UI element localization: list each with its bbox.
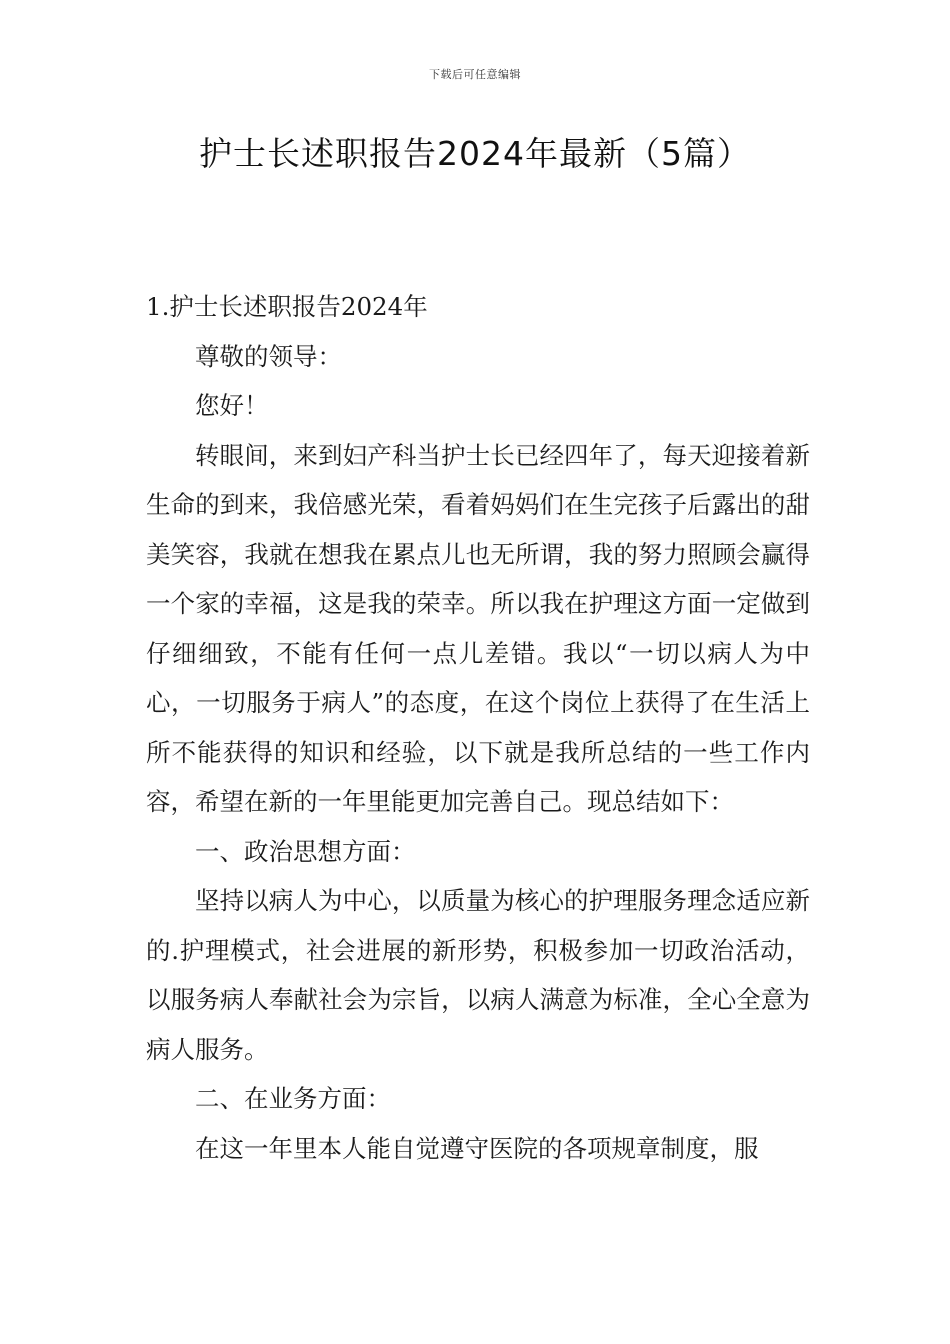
subheading-business: 二、在业务方面： [195,1084,391,1113]
section-heading: 1.护士长述职报告2024年 [146,292,428,321]
subheading-political: 一、政治思想方面： [195,836,416,866]
political-paragraph: 坚持以病人为中心，以质量为核心的护理服务理念适应新的.护理模式，社会进展的新形势，积极参加一切政治活动，以服务病人奉献社会为宗旨，以病人满意为标准，全心全意为病人服务。 [146,886,810,1064]
greeting-paragraph: 您好！ [195,391,269,420]
document-body [146,282,810,1173]
intro-paragraph: 转眼间，来到妇产科当护士长已经四年了，每天迎接着新生命的到来，我倍感光荣，看着妈妈们在生完孩子后露出的甜美笑容，我就在想我在累点儿也无所谓，我的努力照顾会赢得一个家的幸福，这是我的荣幸。所以我在护理这方面一定做到仔细细致，不能有任何一点儿差错。我以“一切以病人为中心，一切服务于病人”的态度，在这个岗位上获得了在生活上所不能获得的知识和经验，以下就是我所总结的一些工作内容，希望在新的一年里能更加完善自己。现总结如下： [146,440,810,816]
document-title: 护士长述职报告2024年最新（5篇） [199,134,751,173]
business-paragraph: 在这一年里本人能自觉遵守医院的各项规章制度，服 [195,1133,759,1163]
header-note: 下载后可任意编辑 [429,68,521,81]
salutation-paragraph: 尊敬的领导： [195,341,342,371]
